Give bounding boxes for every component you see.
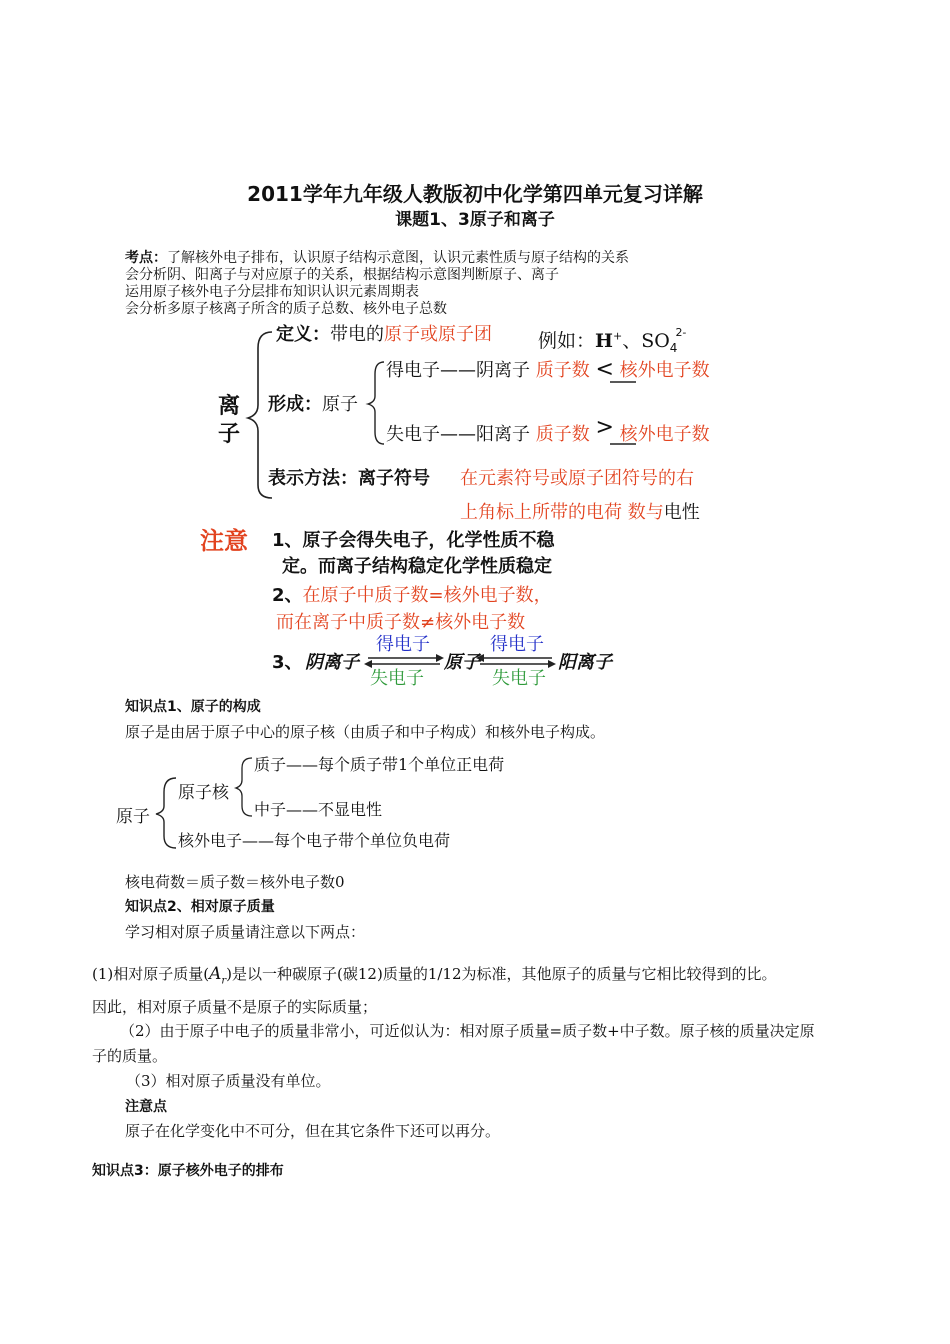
notice-atom: 原子 [444,652,480,673]
kaodian-label: 考点： [125,250,167,266]
arrow2-bottom-head [548,660,556,668]
page-title: 2011学年九年级人教版初中化学第四单元复习详解 [247,182,703,206]
k2-note-heading: 注意点 [125,1099,167,1115]
k1-equation: 核电荷数＝质子数＝核外电子数0 [125,873,345,891]
notice-yang-ion: 阳离子 [558,652,612,673]
notice-point-1b: 定。而离子结构稳定化学性质稳定 [282,556,552,577]
notice-point-3-num: 3、 [272,652,303,673]
kaodian-line-2: 会分析阴、阳离子与对应原子的关系，根据结构示意图判断原子、离子 [125,267,559,283]
relative-mass-symbol: $A_r$ [209,964,227,987]
ion-root: 离子 [218,394,241,447]
atom-brace [156,778,176,848]
ion-formation: 形成：原子 [268,394,358,415]
kaodian-line-1: 考点：了解核外电子排布，认识原子结构示意图，认识元素性质与原子结构的关系 [125,250,629,266]
kaodian-line-4: 会分析多原子核离子所含的质子总数、核外电子总数 [125,301,447,317]
ion-definition: 定义：带电的原子或原子团 [276,324,492,345]
notice-yin-ion: 阴离子 [305,652,359,673]
ion-representation: 表示方法：离子符号 [268,468,430,489]
k1-neutron: 中子——不显电性 [254,800,383,819]
notice-point-2b: 而在离子中质子数≠核外电子数 [276,612,526,633]
k2-point-1-cont: 因此，相对原子质量不是原子的实际质量； [92,998,378,1016]
arrow1-top-head [436,654,444,662]
ion-repr-desc-2: 上角标上所带的电荷 数与电性 [460,502,700,523]
kaodian-line-3: 运用原子核外电子分层排布知识认识元素周期表 [125,284,419,300]
notice-gain-2: 得电子 [490,634,544,655]
ion-example: 例如：H+、$SO_4^{2-}$ [538,325,687,355]
k1-text: 原子是由居于原子中心的原子核（由质子和中子构成）和核外电子构成。 [125,723,606,741]
ion-gain-electron: 得电子——阴离子 质子数 < 核外电子数 [386,357,710,382]
notice-point-2a: 2、在原子中质子数=核外电子数， [272,585,552,606]
k2-note-text: 原子在化学变化中不可分，但在其它条件下还可以再分。 [125,1122,501,1140]
k3-heading: 知识点3：原子核外电子的排布 [92,1163,284,1179]
notice-label: 注意 [200,527,248,555]
notice-lose-2: 失电子 [492,668,546,689]
k1-atom: 原子 [116,807,150,827]
k2-point-3: （3）相对原子质量没有单位。 [126,1072,331,1090]
ion-repr-desc-1: 在元素符号或原子团符号的右 [460,468,694,489]
ion-lose-electron: 失电子——阳离子 质子数 > 核外电子数 [386,415,710,445]
k2-heading: 知识点2、相对原子质量 [125,899,275,915]
k2-intro: 学习相对原子质量请注意以下两点： [125,923,366,941]
k2-point-2: （2）由于原子中电子的质量非常小，可近似认为：相对原子质量=质子数+中子数。原子核的质量决定原 [120,1022,815,1040]
nucleus-brace [236,758,252,816]
k1-nucleus: 原子核 [178,783,229,803]
k2-point-2-cont: 子的质量。 [92,1047,168,1065]
notice-gain-1: 得电子 [376,634,430,655]
page-subtitle: 课题1、3原子和离子 [395,210,555,230]
k1-proton: 质子——每个质子带1个单位正电荷 [254,755,505,774]
k2-point-1: (1)相对原子质量$(A_r)$是以一种碳原子(碳12)质量的1/12为标准，其他原子的质量与它相比较得到的比。 [92,964,777,987]
k1-heading: 知识点1、原子的构成 [125,699,261,715]
formation-brace [368,362,384,444]
k1-electron: 核外电子——每个电子带个单位负电荷 [178,831,451,850]
notice-lose-1: 失电子 [370,668,424,689]
notice-point-1a: 1、原子会得失电子，化学性质不稳 [272,530,555,551]
